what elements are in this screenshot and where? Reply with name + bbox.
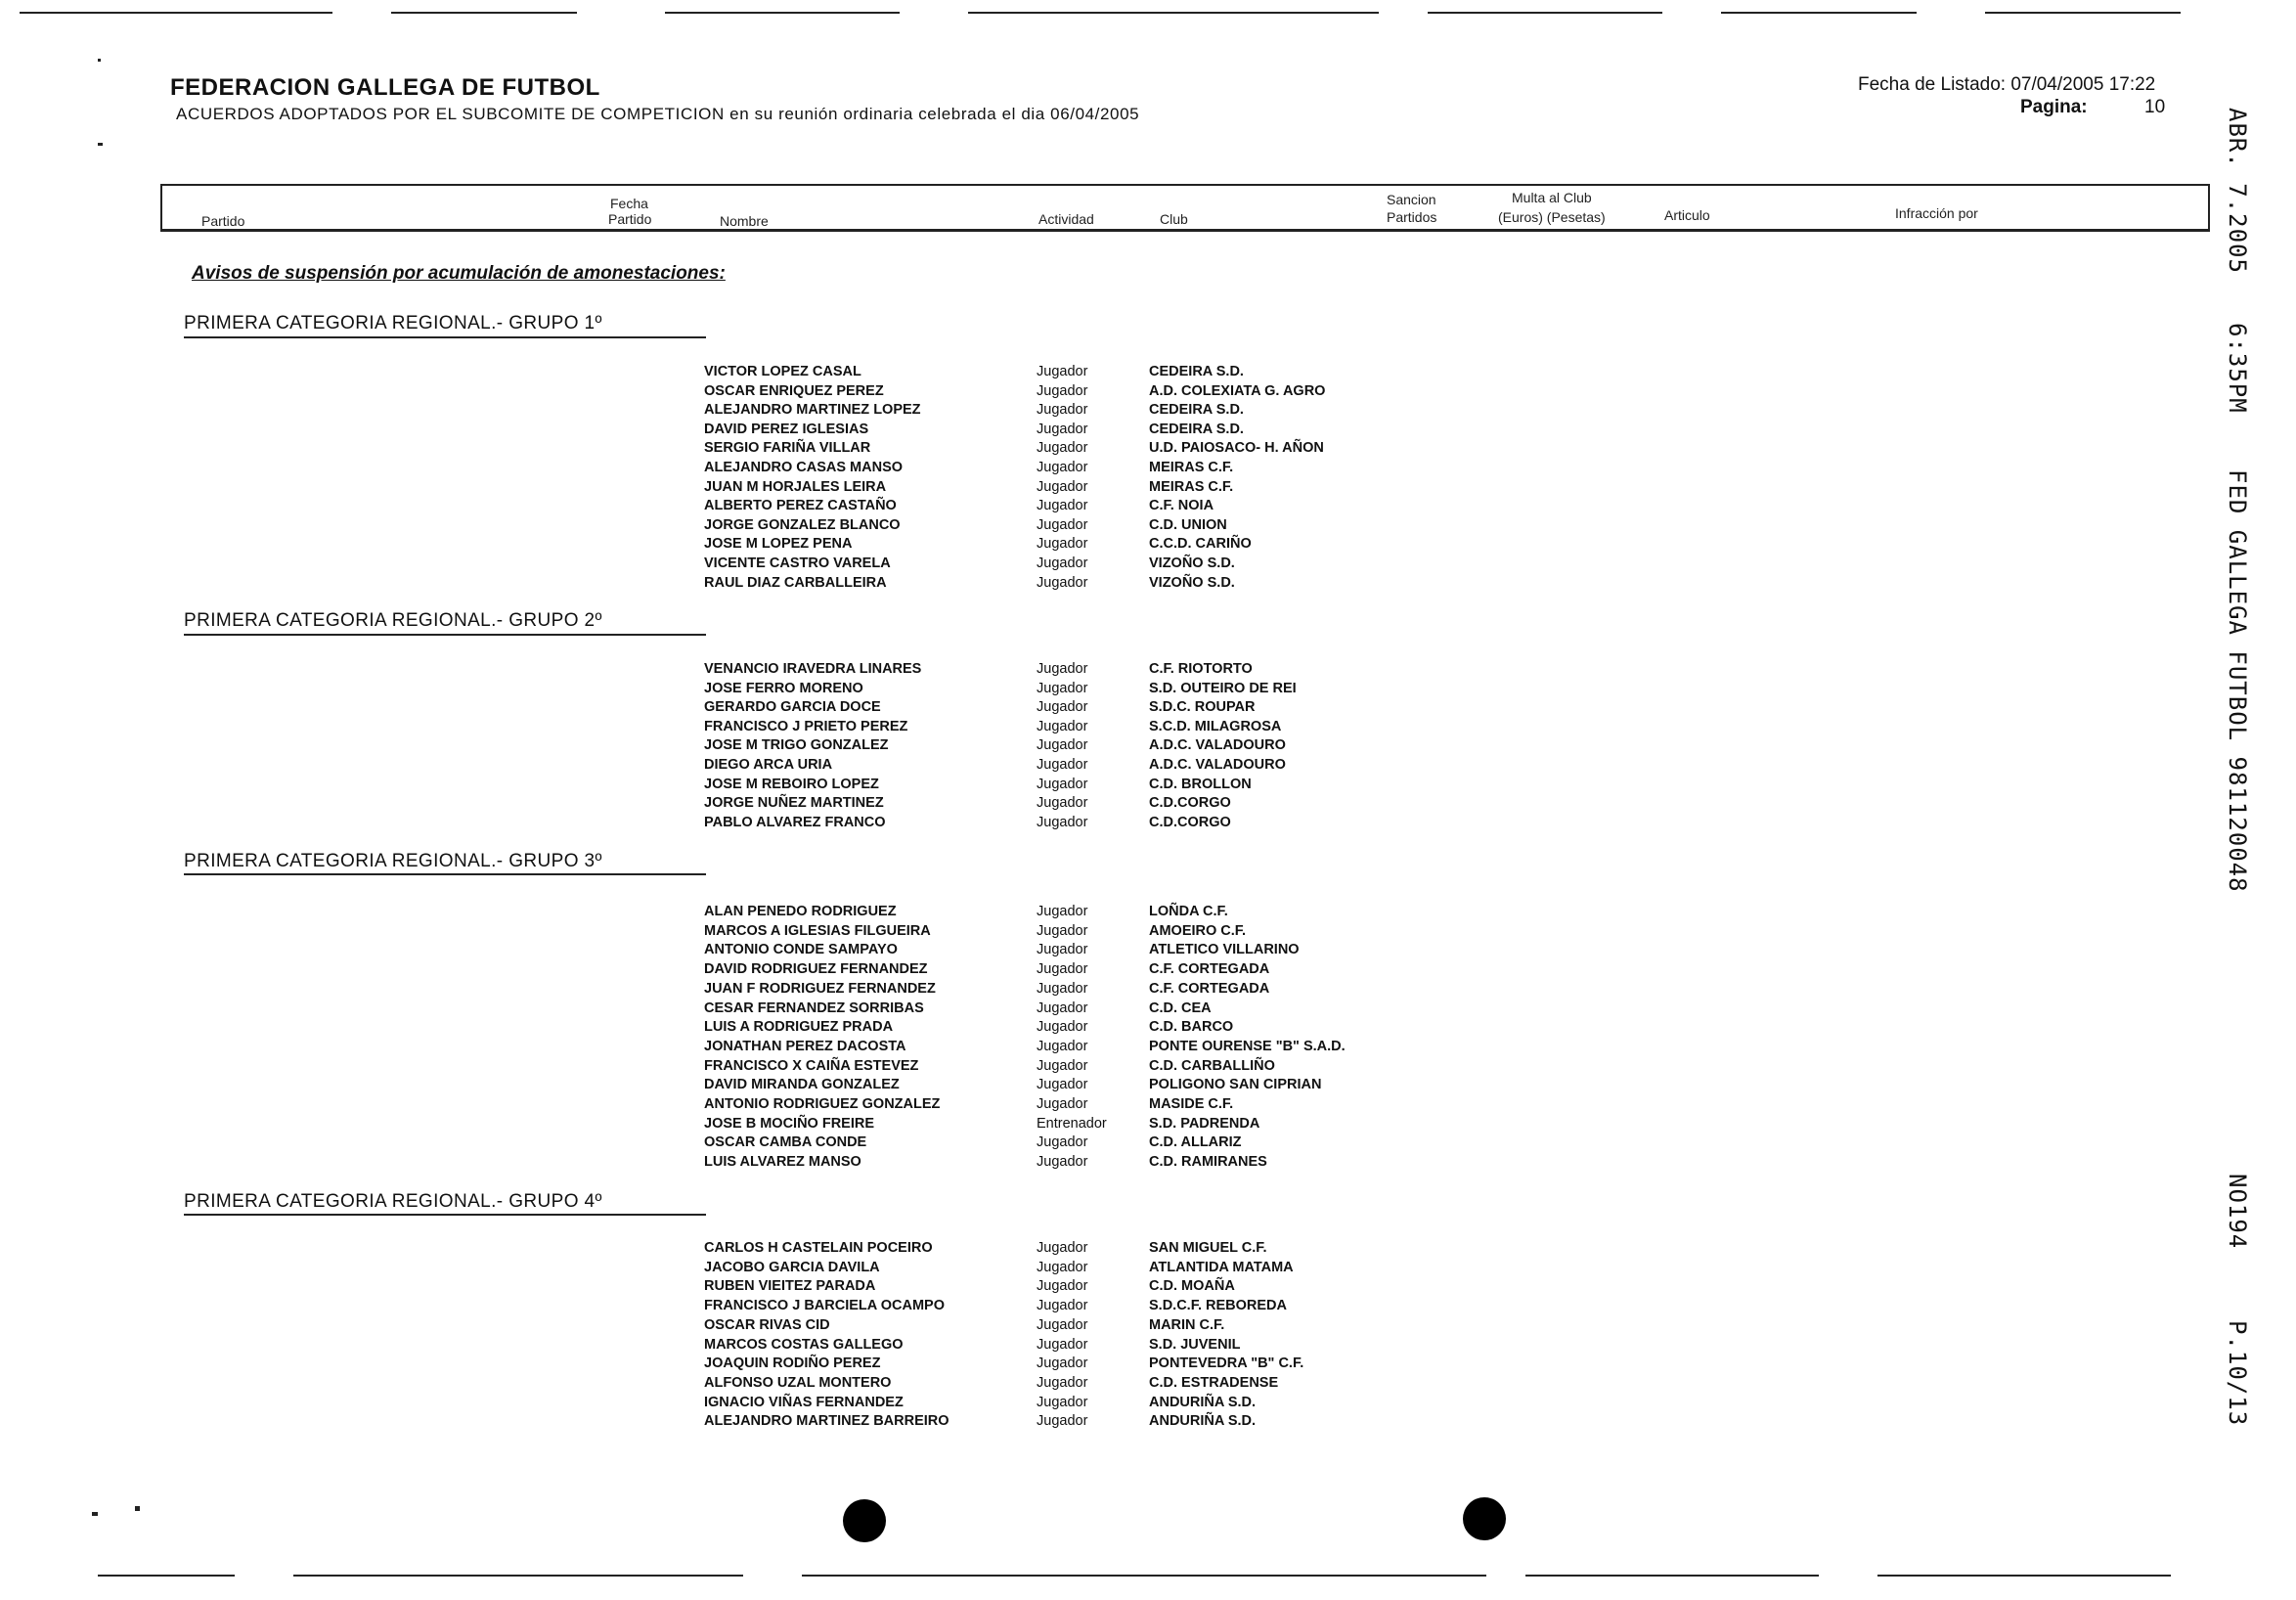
- fax-number: NO194: [2224, 1174, 2251, 1250]
- punch-hole: [1463, 1497, 1506, 1540]
- document-subtitle: ACUERDOS ADOPTADOS POR EL SUBCOMITE DE COMPETICION en su reunión ordinaria celebrada el dia 06/04/2005: [176, 105, 1140, 123]
- header-sancion-1: Sancion: [1387, 192, 1436, 207]
- section-underline: [184, 873, 706, 875]
- section-underline: [184, 634, 706, 636]
- section-underline: [184, 1214, 706, 1216]
- scan-line-top: [1985, 12, 2181, 14]
- page-number: 10: [2144, 97, 2166, 117]
- avisos-heading: Avisos de suspensión por acumulación de amonestaciones:: [192, 263, 726, 284]
- punch-hole: [843, 1499, 886, 1542]
- header-club: Club: [1160, 211, 1188, 227]
- listing-date: Fecha de Listado: 07/04/2005 17:22: [1858, 74, 2156, 95]
- section-title: PRIMERA CATEGORIA REGIONAL.- GRUPO 1º: [184, 313, 602, 333]
- header-nombre: Nombre: [720, 213, 769, 229]
- header-articulo: Articulo: [1664, 207, 1710, 223]
- fax-header-vertical: [2200, 108, 2259, 1457]
- fax-date: ABR. 7.2005: [2224, 108, 2251, 274]
- scan-speck: [98, 59, 101, 62]
- scan-speck: [135, 1506, 140, 1511]
- scan-line-bottom: [1877, 1575, 2171, 1577]
- column-header-box: [160, 184, 2210, 232]
- scan-line-bottom: [293, 1575, 743, 1577]
- document-title: FEDERACION GALLEGA DE FUTBOL: [170, 74, 600, 101]
- section-title: PRIMERA CATEGORIA REGIONAL.- GRUPO 2º: [184, 610, 602, 631]
- scan-speck: [92, 1512, 98, 1516]
- scan-line-bottom: [98, 1575, 235, 1577]
- fax-sender: FED GALLEGA FUTBOL 981120048: [2224, 469, 2251, 893]
- header-fecha-partido-1: Fecha: [610, 196, 648, 211]
- scan-line-top: [1428, 12, 1662, 14]
- fax-time: 6:35PM: [2224, 323, 2251, 414]
- scan-line-top: [391, 12, 577, 14]
- page-label: Pagina:: [2020, 97, 2088, 117]
- section-title: PRIMERA CATEGORIA REGIONAL.- GRUPO 3º: [184, 851, 602, 871]
- header-fecha-partido-2: Partido: [608, 211, 652, 227]
- header-actividad: Actividad: [1038, 211, 1094, 227]
- header-partido: Partido: [201, 213, 245, 229]
- scan-line-bottom: [1525, 1575, 1819, 1577]
- section-underline: [184, 336, 706, 338]
- scan-line-bottom: [802, 1575, 1486, 1577]
- header-multa-2: (Euros) (Pesetas): [1498, 209, 1606, 225]
- scan-line-top: [1721, 12, 1917, 14]
- scan-speck: [98, 143, 103, 146]
- header-infraccion: Infracción por: [1895, 205, 1978, 221]
- header-multa-1: Multa al Club: [1512, 190, 1592, 205]
- fax-page: P.10/13: [2224, 1320, 2251, 1427]
- scan-line-top: [665, 12, 900, 14]
- scan-line-top: [20, 12, 332, 14]
- scan-line-top: [968, 12, 1379, 14]
- header-sancion-2: Partidos: [1387, 209, 1437, 225]
- section-title: PRIMERA CATEGORIA REGIONAL.- GRUPO 4º: [184, 1191, 602, 1212]
